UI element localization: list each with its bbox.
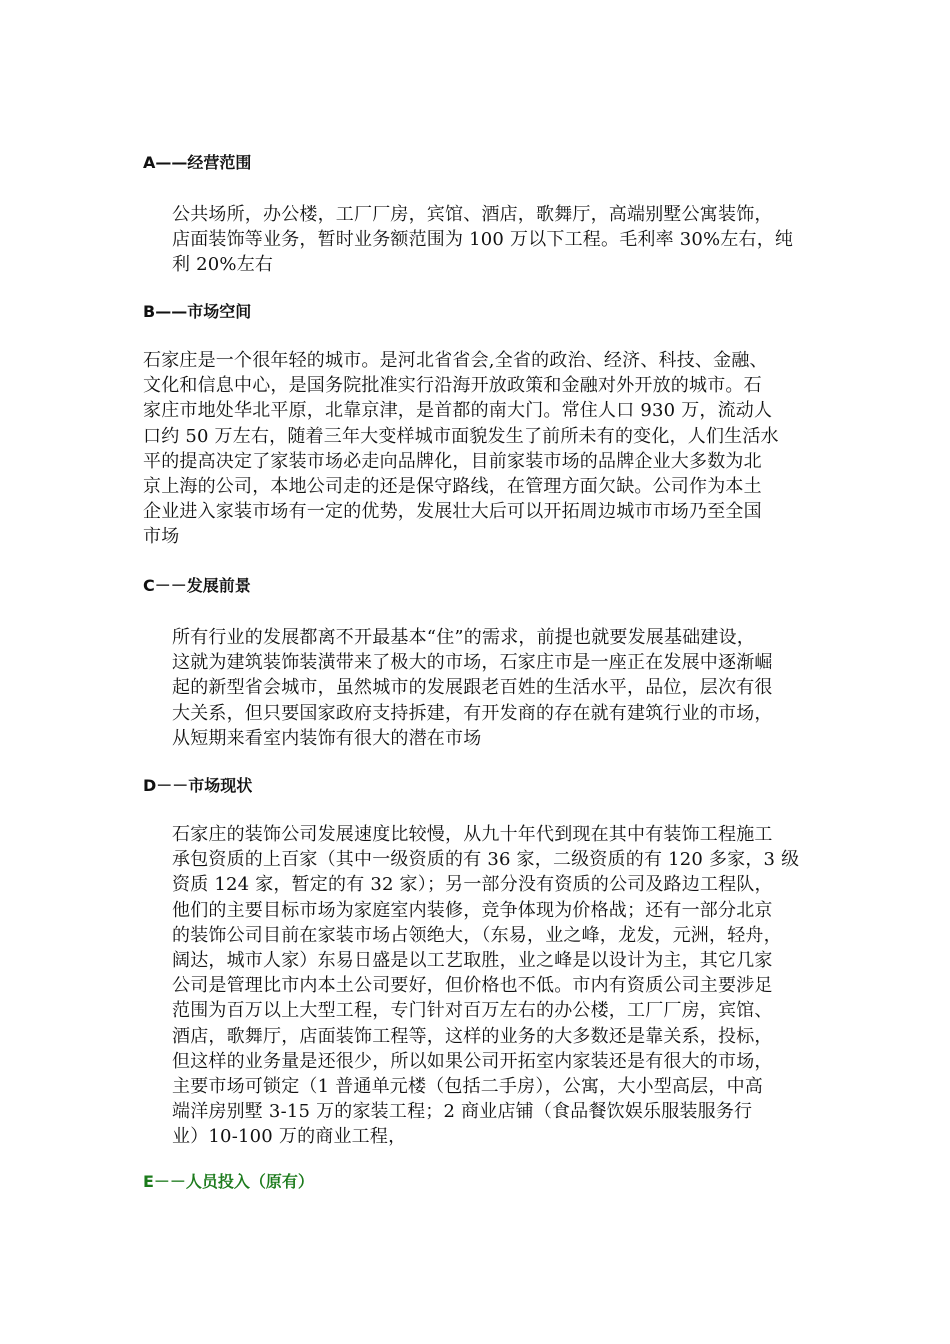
paragraph-line: 利 20%左右 [172,254,274,276]
paragraph-line: 主要市场可锁定（1 普通单元楼（包括二手房），公寓，大小型高层，中高 [172,1076,763,1098]
paragraph-line: 家庄市地处华北平原，北靠京津，是首都的南大门。常住人口 930 万，流动人 [143,400,773,422]
paragraph-line: 这就为建筑装饰装潢带来了极大的市场，石家庄市是一座正在发展中逐渐崛 [172,652,773,674]
paragraph-line: 口约 50 万左右，随着三年大变样城市面貌发生了前所未有的变化，人们生活水 [143,425,779,447]
paragraph-line: 市场 [143,526,180,548]
section-c-heading: C－－发展前景 [143,576,251,595]
paragraph-line: 石家庄的装饰公司发展速度比较慢，从九十年代到现在其中有装饰工程施工 [172,824,773,845]
paragraph-line: 范围为百万以上大型工程，专门针对百万左右的办公楼，工厂厂房，宾馆、 [172,1000,773,1022]
paragraph-line: 端洋房别墅 3-15 万的家装工程；2 商业店铺（食品餐饮娱乐服装服务行 [172,1101,753,1123]
paragraph-line: 平的提高决定了家装市场必走向品牌化，目前家装市场的品牌企业大多数为北 [143,450,762,472]
paragraph-line: 大关系，但只要国家政府支持拆建，有开发商的存在就有建筑行业的市场， [172,702,773,724]
section-a-paragraph [172,202,822,278]
paragraph-line: 企业进入家装市场有一定的优势，发展壮大后可以开拓周边城市市场乃至全国 [143,501,762,523]
paragraph-line: 他们的主要目标市场为家庭室内装修，竞争体现为价格战；还有一部分北京 [172,899,773,921]
paragraph-line: 但这样的业务量是还很少，所以如果公司开拓室内家装还是有很大的市场， [172,1050,773,1072]
section-d-paragraph [172,822,822,1150]
paragraph-line: 石家庄是一个很年轻的城市。是河北省省会,全省的政治、经济、科技、金融、 [143,350,768,371]
section-b-paragraph [143,348,823,550]
paragraph-line: 所有行业的发展都离不开最基本“住”的需求，前提也就要发展基础建设， [172,627,756,648]
section-e-heading: E－－人员投入（原有） [143,1172,314,1191]
section-d-heading: D－－市场现状 [143,776,253,795]
paragraph-line: 业）10-100 万的商业工程， [172,1126,407,1148]
section-a-heading: A——经营范围 [143,153,252,172]
paragraph-line: 文化和信息中心，是国务院批准实行沿海开放政策和金融对外开放的城市。石 [143,375,762,397]
paragraph-line: 起的新型省会城市，虽然城市的发展跟老百姓的生活水平，品位，层次有很 [172,677,773,699]
paragraph-line: 从短期来看室内装饰有很大的潜在市场 [172,727,482,749]
paragraph-line: 公共场所，办公楼，工厂厂房，宾馆、酒店，歌舞厅，高端别墅公寓装饰， [172,204,773,225]
paragraph-line: 承包资质的上百家（其中一级资质的有 36 家，二级资质的有 120 多家，3 级 [172,849,800,871]
section-c-paragraph [172,625,822,751]
paragraph-line: 公司是管理比市内本土公司要好，但价格也不低。市内有资质公司主要涉足 [172,975,773,997]
paragraph-line: 资质 124 家，暂定的有 32 家）；另一部分没有资质的公司及路边工程队， [172,874,773,896]
paragraph-line: 店面装饰等业务，暂时业务额范围为 100 万以下工程。毛利率 30%左右，纯 [172,229,794,251]
section-b-heading: B——市场空间 [143,302,252,321]
paragraph-line: 酒店，歌舞厅，店面装饰工程等，这样的业务的大多数还是靠关系，投标， [172,1025,773,1047]
paragraph-line: 的装饰公司目前在家装市场占领绝大，（东易，业之峰，龙发，元洲，轻舟， [172,924,782,946]
paragraph-line: 阔达，城市人家）东易日盛是以工艺取胜，业之峰是以设计为主，其它几家 [172,950,773,972]
paragraph-line: 京上海的公司，本地公司走的还是保守路线，在管理方面欠缺。公司作为本土 [143,476,762,498]
